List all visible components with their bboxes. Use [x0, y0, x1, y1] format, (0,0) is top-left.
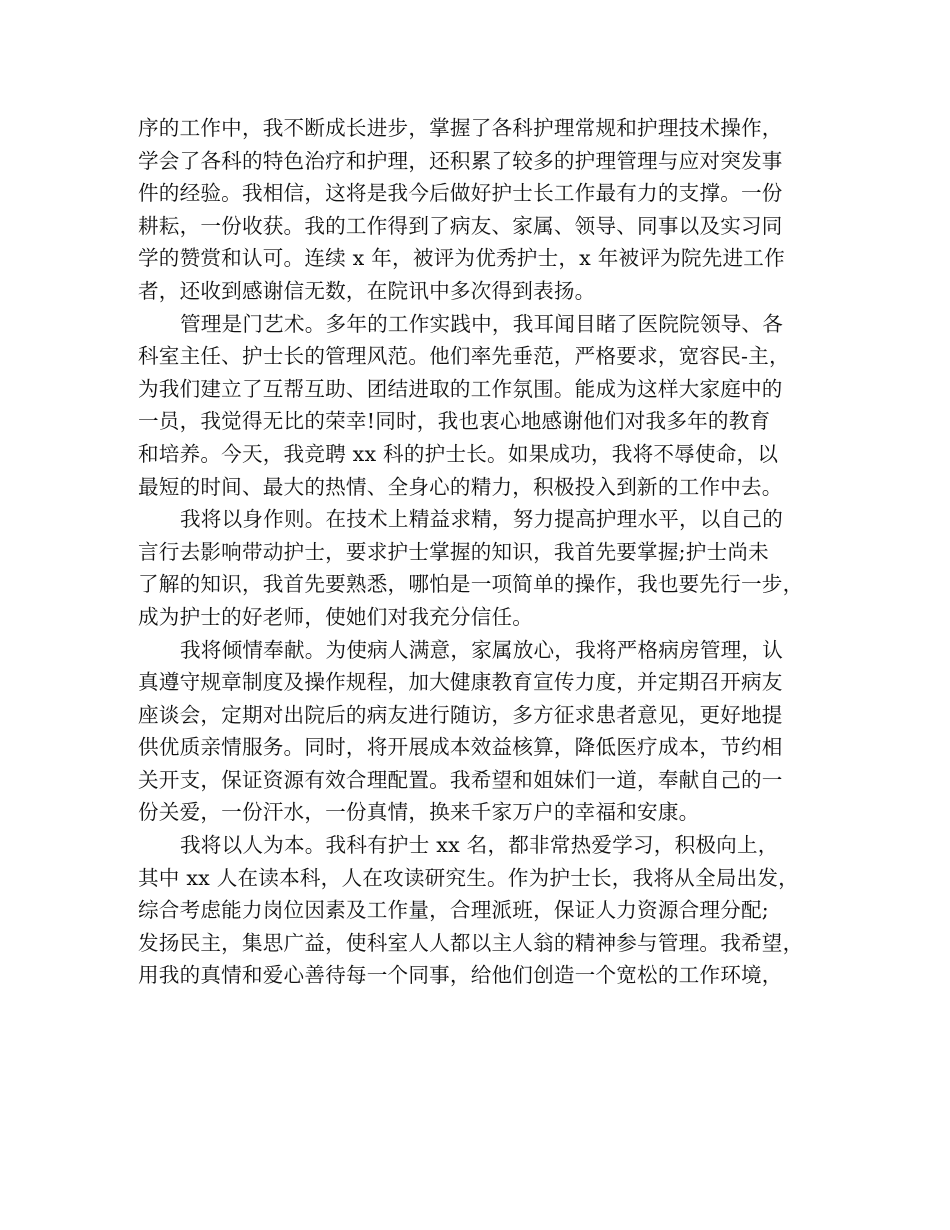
text-line: 耕耘，一份收获。我的工作得到了病友、家属、领导、同事以及实习同: [138, 213, 783, 238]
text-line: 座谈会，定期对出院后的病友进行随访，多方征求患者意见，更好地提: [138, 702, 783, 727]
text-line: 发扬民主，集思广益，使科室人人都以主人翁的精神参与管理。我希望，: [138, 930, 804, 955]
text-line: 和培养。今天，我竞聘 xx 科的护士长。如果成功，我将不辱使命，以: [138, 441, 779, 466]
text-line: 序的工作中，我不断成长进步，掌握了各科护理常规和护理技术操作，: [138, 116, 783, 140]
document-body-text: [138, 112, 818, 992]
text-line: 学的赞赏和认可。连续 x 年，被评为优秀护士，x 年被评为院先进工作: [138, 246, 785, 271]
text-line: 学会了各科的特色治疗和护理，还积累了较多的护理管理与应对突发事: [138, 148, 783, 173]
text-line: 份关爱，一份汗水，一份真情，换来千家万户的幸福和安康。: [138, 800, 700, 825]
text-line: 言行去影响带动护士，要求护士掌握的知识，我首先要掌握;护士尚未: [138, 539, 769, 564]
text-line: 真遵守规章制度及操作规程，加大健康教育宣传力度，并定期召开病友: [138, 670, 783, 695]
text-line: 关开支，保证资源有效合理配置。我希望和姐妹们一道，奉献自己的一: [138, 767, 783, 792]
text-line: 最短的时间、最大的热情、全身心的精力，积极投入到新的工作中去。: [138, 474, 783, 499]
text-line: 其中 xx 人在读本科，人在攻读研究生。作为护士长，我将从全局出发，: [138, 865, 799, 890]
paragraph-first-line: 我将倾情奉献。为使病人满意，家属放心，我将严格病房管理，认: [180, 637, 784, 662]
paragraph-first-line: 管理是门艺术。多年的工作实践中，我耳闻目睹了医院院领导、各: [180, 311, 784, 336]
text-line: 用我的真情和爱心善待每一个同事，给他们创造一个宽松的工作环境，: [138, 963, 783, 988]
text-line: 为我们建立了互帮互助、团结进取的工作氛围。能成为这样大家庭中的: [138, 376, 783, 401]
paragraph-first-line: 我将以人为本。我科有护士 xx 名，都非常热爱学习，积极向上，: [180, 833, 779, 858]
text-line: 综合考虑能力岗位因素及工作量，合理派班，保证人力资源合理分配;: [138, 898, 769, 923]
text-line: 者，还收到感谢信无数，在院讯中多次得到表扬。: [138, 278, 596, 303]
paragraph-first-line: 我将以身作则。在技术上精益求精，努力提高护理水平，以自己的: [180, 507, 784, 532]
text-line: 成为护士的好老师，使她们对我充分信任。: [138, 604, 534, 629]
text-line: 件的经验。我相信，这将是我今后做好护士长工作最有力的支撑。一份: [138, 181, 783, 206]
text-line: 科室主任、护士长的管理风范。他们率先垂范，严格要求，宽容民-主，: [138, 344, 790, 369]
text-line: 一员，我觉得无比的荣幸!同时，我也衷心地感谢他们对我多年的教育: [138, 409, 771, 434]
text-line: 供优质亲情服务。同时，将开展成本效益核算，降低医疗成本，节约相: [138, 735, 783, 760]
text-line: 了解的知识，我首先要熟悉，哪怕是一项简单的操作，我也要先行一步，: [138, 572, 804, 597]
